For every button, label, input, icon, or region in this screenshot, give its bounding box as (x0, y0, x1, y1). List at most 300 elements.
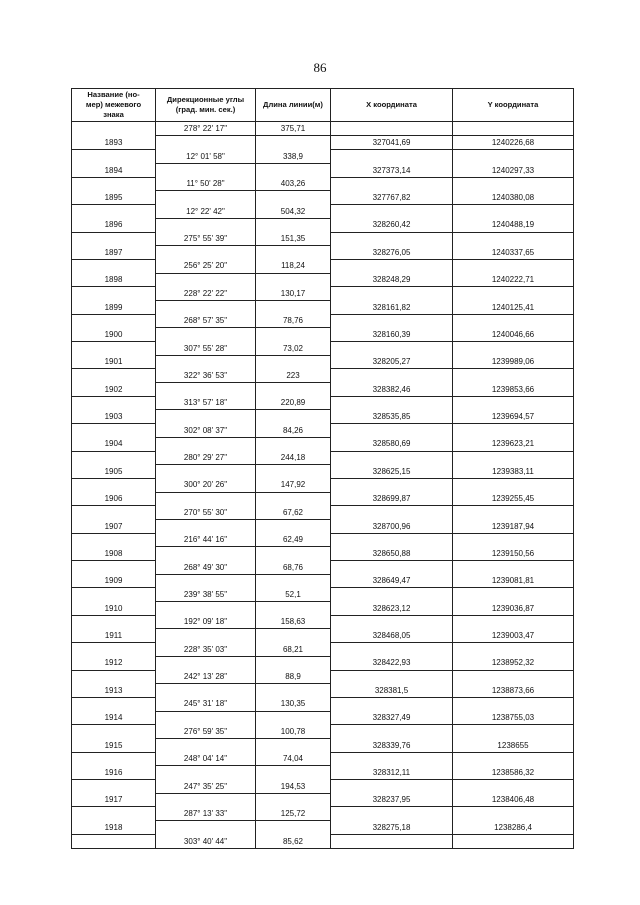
length-cell (256, 547, 331, 561)
line-row (72, 561, 574, 575)
y-cell: 1238755,03 (453, 711, 574, 725)
y-cell: 1240337,65 (453, 246, 574, 260)
y-cell: 1240226,68 (453, 136, 574, 150)
length-cell: 130,35 (256, 697, 331, 711)
x-cell (331, 752, 453, 766)
length-cell: 220,89 (256, 396, 331, 410)
name-cell (72, 177, 156, 191)
y-cell (453, 588, 574, 602)
marker-row (72, 629, 574, 643)
name-cell (72, 478, 156, 492)
marker-row (72, 793, 574, 807)
y-cell: 1239989,06 (453, 355, 574, 369)
header-x: X координата (331, 89, 453, 122)
angle-cell: 242° 13' 28" (156, 670, 256, 684)
x-cell: 328625,15 (331, 465, 453, 479)
angle-cell (156, 164, 256, 178)
angle-cell (156, 519, 256, 533)
name-cell (72, 834, 156, 848)
name-cell (72, 615, 156, 629)
y-cell: 1239003,47 (453, 629, 574, 643)
name-cell (72, 752, 156, 766)
y-cell (453, 205, 574, 219)
marker-row (72, 821, 574, 835)
length-cell: 130,17 (256, 287, 331, 301)
y-cell (453, 259, 574, 273)
x-cell: 327767,82 (331, 191, 453, 205)
length-cell (256, 300, 331, 314)
y-cell: 1238586,32 (453, 766, 574, 780)
length-cell (256, 410, 331, 424)
angle-cell: 307° 55' 28" (156, 342, 256, 356)
x-cell (331, 725, 453, 739)
x-cell (331, 232, 453, 246)
marker-name-cell: 1903 (72, 410, 156, 424)
y-cell: 1239694,57 (453, 410, 574, 424)
angle-cell (156, 821, 256, 835)
x-cell (331, 533, 453, 547)
x-cell: 328382,46 (331, 383, 453, 397)
name-cell (72, 314, 156, 328)
line-row (72, 342, 574, 356)
marker-name-cell: 1913 (72, 684, 156, 698)
y-cell (453, 561, 574, 575)
x-cell: 328312,11 (331, 766, 453, 780)
x-cell: 328580,69 (331, 437, 453, 451)
name-cell (72, 807, 156, 821)
marker-row (72, 273, 574, 287)
line-row (72, 150, 574, 164)
length-cell (256, 629, 331, 643)
line-row (72, 588, 574, 602)
marker-name-cell: 1895 (72, 191, 156, 205)
marker-name-cell: 1906 (72, 492, 156, 506)
length-cell (256, 383, 331, 397)
line-row (72, 396, 574, 410)
x-cell (331, 177, 453, 191)
name-cell (72, 369, 156, 383)
y-cell: 1240380,08 (453, 191, 574, 205)
name-cell (72, 533, 156, 547)
y-cell: 1239081,81 (453, 574, 574, 588)
length-cell: 151,35 (256, 232, 331, 246)
line-row (72, 424, 574, 438)
angle-cell: 248° 04' 14" (156, 752, 256, 766)
name-cell (72, 259, 156, 273)
x-cell (331, 780, 453, 794)
x-cell (331, 451, 453, 465)
header-y: Y координата (453, 89, 574, 122)
line-row (72, 643, 574, 657)
length-cell: 125,72 (256, 807, 331, 821)
marker-row (72, 191, 574, 205)
line-row (72, 451, 574, 465)
x-cell: 328700,96 (331, 519, 453, 533)
y-cell: 1239383,11 (453, 465, 574, 479)
angle-cell: 278° 22' 17" (156, 122, 256, 136)
header-name: Название (но- мер) межевого знака (72, 89, 156, 122)
line-row (72, 834, 574, 848)
line-row (72, 259, 574, 273)
y-cell: 1238655 (453, 738, 574, 752)
marker-name-cell: 1914 (72, 711, 156, 725)
angle-cell (156, 711, 256, 725)
name-cell (72, 725, 156, 739)
marker-name-cell: 1904 (72, 437, 156, 451)
x-cell (331, 287, 453, 301)
line-row (72, 780, 574, 794)
marker-row (72, 136, 574, 150)
marker-name-cell: 1896 (72, 218, 156, 232)
marker-row (72, 656, 574, 670)
marker-row (72, 602, 574, 616)
header-length: Длина линии(м) (256, 89, 331, 122)
length-cell: 375,71 (256, 122, 331, 136)
x-cell: 328260,42 (331, 218, 453, 232)
y-cell (453, 506, 574, 520)
x-cell: 328535,85 (331, 410, 453, 424)
y-cell (453, 670, 574, 684)
length-cell: 68,76 (256, 561, 331, 575)
y-cell (453, 424, 574, 438)
angle-cell (156, 136, 256, 150)
marker-row (72, 300, 574, 314)
length-cell (256, 246, 331, 260)
angle-cell (156, 738, 256, 752)
length-cell: 147,92 (256, 478, 331, 492)
y-cell (453, 752, 574, 766)
angle-cell: 256° 25' 20" (156, 259, 256, 273)
line-row (72, 807, 574, 821)
line-row (72, 697, 574, 711)
marker-row (72, 465, 574, 479)
length-cell (256, 821, 331, 835)
marker-name-cell: 1912 (72, 656, 156, 670)
y-cell (453, 122, 574, 136)
marker-name-cell: 1899 (72, 300, 156, 314)
header-angles: Дирекционные углы (град. мин. сек.) (156, 89, 256, 122)
name-cell (72, 424, 156, 438)
length-cell: 73,02 (256, 342, 331, 356)
x-cell (331, 697, 453, 711)
y-cell: 1240046,66 (453, 328, 574, 342)
x-cell: 328422,93 (331, 656, 453, 670)
x-cell: 327041,69 (331, 136, 453, 150)
x-cell (331, 259, 453, 273)
marker-row (72, 437, 574, 451)
angle-cell: 11° 50' 28" (156, 177, 256, 191)
length-cell (256, 164, 331, 178)
y-cell: 1239255,45 (453, 492, 574, 506)
angle-cell (156, 465, 256, 479)
angle-cell: 303° 40' 44" (156, 834, 256, 848)
line-row (72, 533, 574, 547)
angle-cell (156, 328, 256, 342)
length-cell (256, 793, 331, 807)
x-cell (331, 506, 453, 520)
y-cell (453, 478, 574, 492)
angle-cell: 247° 35' 25" (156, 780, 256, 794)
length-cell: 68,21 (256, 643, 331, 657)
angle-cell: 270° 55' 30" (156, 506, 256, 520)
line-row (72, 205, 574, 219)
name-cell (72, 150, 156, 164)
y-cell (453, 643, 574, 657)
angle-cell: 12° 01' 58" (156, 150, 256, 164)
y-cell: 1240222,71 (453, 273, 574, 287)
marker-name-cell: 1905 (72, 465, 156, 479)
marker-name-cell: 1897 (72, 246, 156, 260)
length-cell (256, 191, 331, 205)
marker-row (72, 711, 574, 725)
y-cell: 1240488,19 (453, 218, 574, 232)
length-cell: 158,63 (256, 615, 331, 629)
angle-cell (156, 766, 256, 780)
x-cell: 328381,5 (331, 684, 453, 698)
length-cell: 88,9 (256, 670, 331, 684)
angle-cell: 287° 13' 33" (156, 807, 256, 821)
coordinates-table (71, 88, 574, 849)
length-cell: 85,62 (256, 834, 331, 848)
marker-row (72, 246, 574, 260)
y-cell: 1239187,94 (453, 519, 574, 533)
y-cell: 1238406,48 (453, 793, 574, 807)
y-cell (453, 451, 574, 465)
marker-row (72, 738, 574, 752)
length-cell: 62,49 (256, 533, 331, 547)
angle-cell: 192° 09' 18" (156, 615, 256, 629)
angle-cell (156, 656, 256, 670)
y-cell (453, 697, 574, 711)
x-cell: 328649,47 (331, 574, 453, 588)
y-cell: 1239150,56 (453, 547, 574, 561)
marker-name-cell: 1910 (72, 602, 156, 616)
y-cell (453, 314, 574, 328)
length-cell: 403,26 (256, 177, 331, 191)
y-cell (453, 232, 574, 246)
name-cell (72, 396, 156, 410)
angle-cell (156, 684, 256, 698)
marker-name-cell: 1901 (72, 355, 156, 369)
y-cell (453, 807, 574, 821)
x-cell: 328205,27 (331, 355, 453, 369)
length-cell: 74,04 (256, 752, 331, 766)
length-cell: 52,1 (256, 588, 331, 602)
name-cell (72, 232, 156, 246)
angle-cell (156, 246, 256, 260)
page-number: 86 (313, 60, 327, 75)
y-cell (453, 725, 574, 739)
marker-name-cell: 1907 (72, 519, 156, 533)
line-row (72, 752, 574, 766)
length-cell (256, 574, 331, 588)
table-header-row (72, 89, 574, 122)
name-cell (72, 697, 156, 711)
marker-name-cell: 1916 (72, 766, 156, 780)
marker-row (72, 328, 574, 342)
y-cell (453, 342, 574, 356)
y-cell: 1239036,87 (453, 602, 574, 616)
x-cell (331, 670, 453, 684)
x-cell: 328339,76 (331, 738, 453, 752)
length-cell (256, 684, 331, 698)
marker-name-cell: 1894 (72, 164, 156, 178)
line-row (72, 122, 574, 136)
length-cell: 118,24 (256, 259, 331, 273)
x-cell (331, 834, 453, 848)
name-cell (72, 643, 156, 657)
marker-row (72, 519, 574, 533)
name-cell (72, 780, 156, 794)
line-row (72, 725, 574, 739)
name-cell (72, 506, 156, 520)
marker-row (72, 383, 574, 397)
y-cell: 1240125,41 (453, 300, 574, 314)
line-row (72, 670, 574, 684)
x-cell: 328248,29 (331, 273, 453, 287)
angle-cell (156, 300, 256, 314)
length-cell (256, 273, 331, 287)
marker-name-cell: 1917 (72, 793, 156, 807)
marker-name-cell: 1911 (72, 629, 156, 643)
line-row (72, 177, 574, 191)
x-cell (331, 615, 453, 629)
length-cell: 338,9 (256, 150, 331, 164)
length-cell: 67,62 (256, 506, 331, 520)
x-cell: 328468,05 (331, 629, 453, 643)
marker-name-cell: 1900 (72, 328, 156, 342)
marker-row (72, 766, 574, 780)
angle-cell: 268° 49' 30" (156, 561, 256, 575)
name-cell (72, 205, 156, 219)
angle-cell: 322° 36' 53" (156, 369, 256, 383)
y-cell (453, 150, 574, 164)
angle-cell (156, 383, 256, 397)
angle-cell: 245° 31' 18" (156, 697, 256, 711)
length-cell (256, 465, 331, 479)
marker-row (72, 355, 574, 369)
length-cell (256, 492, 331, 506)
angle-cell (156, 602, 256, 616)
marker-name-cell: 1918 (72, 821, 156, 835)
line-row (72, 287, 574, 301)
marker-row (72, 164, 574, 178)
x-cell: 327373,14 (331, 164, 453, 178)
marker-name-cell: 1915 (72, 738, 156, 752)
y-cell: 1238286,4 (453, 821, 574, 835)
angle-cell: 302° 08' 37" (156, 424, 256, 438)
marker-row (72, 410, 574, 424)
length-cell: 100,78 (256, 725, 331, 739)
angle-cell: 268° 57' 35" (156, 314, 256, 328)
x-cell (331, 807, 453, 821)
length-cell (256, 328, 331, 342)
y-cell (453, 369, 574, 383)
angle-cell: 280° 29' 27" (156, 451, 256, 465)
line-row (72, 506, 574, 520)
length-cell: 84,26 (256, 424, 331, 438)
name-cell (72, 342, 156, 356)
angle-cell: 275° 55' 39" (156, 232, 256, 246)
y-cell (453, 615, 574, 629)
x-cell (331, 369, 453, 383)
angle-cell: 12° 22' 42" (156, 205, 256, 219)
x-cell: 328650,88 (331, 547, 453, 561)
y-cell (453, 177, 574, 191)
x-cell (331, 150, 453, 164)
angle-cell (156, 547, 256, 561)
length-cell: 504,32 (256, 205, 331, 219)
name-cell (72, 670, 156, 684)
angle-cell: 228° 22' 22" (156, 287, 256, 301)
angle-cell: 239° 38' 55" (156, 588, 256, 602)
length-cell (256, 355, 331, 369)
x-cell (331, 205, 453, 219)
angle-cell (156, 355, 256, 369)
marker-name-cell: 1893 (72, 136, 156, 150)
x-cell: 328327,49 (331, 711, 453, 725)
x-cell: 328276,05 (331, 246, 453, 260)
angle-cell (156, 629, 256, 643)
length-cell: 78,76 (256, 314, 331, 328)
marker-name-cell: 1909 (72, 574, 156, 588)
marker-row (72, 574, 574, 588)
length-cell (256, 738, 331, 752)
x-cell (331, 424, 453, 438)
angle-cell (156, 793, 256, 807)
angle-cell (156, 437, 256, 451)
y-cell (453, 780, 574, 794)
marker-row (72, 218, 574, 232)
length-cell (256, 656, 331, 670)
y-cell: 1239623,21 (453, 437, 574, 451)
length-cell (256, 136, 331, 150)
name-cell (72, 561, 156, 575)
angle-cell (156, 273, 256, 287)
length-cell (256, 519, 331, 533)
marker-row (72, 684, 574, 698)
length-cell (256, 602, 331, 616)
y-cell (453, 396, 574, 410)
length-cell (256, 711, 331, 725)
line-row (72, 478, 574, 492)
x-cell (331, 588, 453, 602)
y-cell: 1240297,33 (453, 164, 574, 178)
y-cell: 1238952,32 (453, 656, 574, 670)
angle-cell (156, 574, 256, 588)
length-cell (256, 437, 331, 451)
name-cell (72, 122, 156, 136)
x-cell: 328623,12 (331, 602, 453, 616)
name-cell (72, 588, 156, 602)
marker-row (72, 547, 574, 561)
marker-name-cell: 1902 (72, 383, 156, 397)
name-cell (72, 451, 156, 465)
line-row (72, 615, 574, 629)
angle-cell (156, 191, 256, 205)
length-cell (256, 218, 331, 232)
x-cell: 328161,82 (331, 300, 453, 314)
marker-row (72, 492, 574, 506)
line-row (72, 232, 574, 246)
angle-cell: 313° 57' 18" (156, 396, 256, 410)
name-cell (72, 287, 156, 301)
angle-cell (156, 410, 256, 424)
x-cell (331, 643, 453, 657)
length-cell: 244,18 (256, 451, 331, 465)
y-cell: 1239853,66 (453, 383, 574, 397)
x-cell: 328275,18 (331, 821, 453, 835)
